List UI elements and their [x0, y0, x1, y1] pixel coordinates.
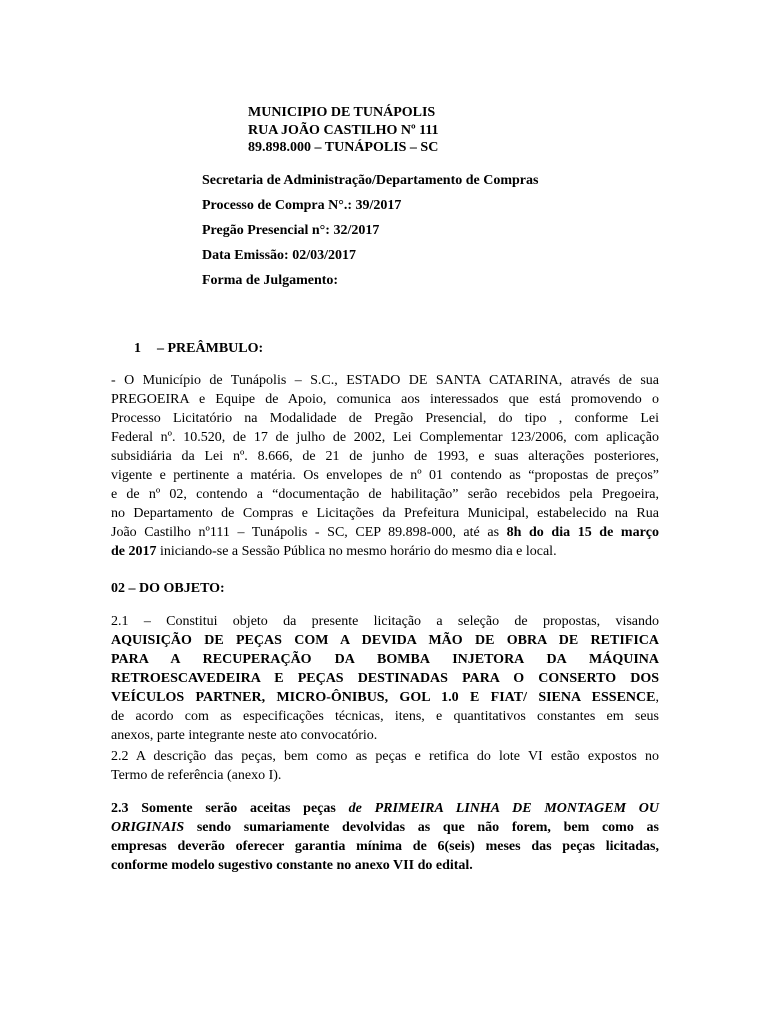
text-line [111, 523, 659, 542]
municipality-zip-city: 89.898.000 – TUNÁPOLIS – SC [248, 140, 439, 155]
data-emissao-line: Data Emissão: 02/03/2017 [202, 248, 356, 263]
text-line: PREGOEIRA e Equipe de Apoio, comunica aos interessados que está promovendo o [111, 392, 659, 407]
section-1-number: 1 [134, 341, 141, 356]
text-line: de acordo com as especificações técnicas, itens, e quantitativos constantes em seus [111, 709, 659, 724]
text-line: vigente e pertinente a matéria. Os envelopes de nº 01 contendo as “propostas de preços” [111, 468, 659, 483]
text-line: - O Município de Tunápolis – S.C., ESTADO DE SANTA CATARINA, através de sua [111, 373, 659, 388]
text-run: , [655, 690, 659, 705]
object-line [111, 688, 659, 707]
clause-2-2 [111, 747, 659, 785]
clause-2-1 [111, 612, 659, 745]
pregao-line: Pregão Presencial n°: 32/2017 [202, 223, 380, 238]
object-line: RETROESCAVEDEIRA E PEÇAS DESTINADAS PARA O CONSERTO DOS [111, 671, 659, 686]
text-line: subsidiária da Lei nº. 8.666, de 21 de junho de 1993, e suas alterações posteriores, [111, 449, 659, 464]
text-line: conforme modelo sugestivo constante no anexo VII do edital. [111, 858, 473, 873]
forma-julgamento-line: Forma de Julgamento: [202, 273, 339, 288]
text-line [111, 542, 659, 561]
text-line: 2.1 – Constitui objeto da presente licitação a seleção de propostas, visando [111, 614, 659, 629]
text-line: e de nº 02, contendo a “documentação de habilitação” serão recebidos pela Pregoeira, [111, 487, 659, 502]
text-line [111, 799, 659, 818]
text-run: João Castilho nº111 – Tunápolis - SC, CEP 89.898-000, até as [111, 525, 507, 540]
processo-line: Processo de Compra N°.: 39/2017 [202, 198, 402, 213]
text-line: empresas deverão oferecer garantia mínima de 6(seis) meses das peças licitadas, [111, 839, 659, 854]
text-line [111, 818, 659, 837]
date-highlight: 8h do dia 15 de março [506, 525, 659, 540]
section-2-title: 02 – DO OBJETO: [111, 581, 225, 596]
text-line: 2.2 A descrição das peças, bem como as peças e retifica do lote VI estão expostos no [111, 749, 659, 764]
section-1-title: – PREÂMBULO: [157, 341, 264, 356]
text-run: 2.3 Somente serão aceitas peças [111, 801, 349, 816]
emphasis-text: ORIGINAIS [111, 820, 185, 835]
text-line: no Departamento de Compras e Licitações da Prefeitura Municipal, estabelecido na Rua [111, 506, 659, 521]
secretaria-line: Secretaria de Administração/Departamento de Compras [202, 173, 539, 188]
clause-2-3 [111, 799, 659, 875]
date-highlight: de 2017 [111, 544, 157, 559]
text-line: anexos, parte integrante neste ato convocatório. [111, 728, 378, 743]
text-line: Processo Licitatório na Modalidade de Pregão Presencial, do tipo , conforme Lei [111, 411, 659, 426]
object-text: VEÍCULOS PARTNER, MICRO-ÔNIBUS, GOL 1.0 E FIAT/ SIENA ESSENCE [111, 690, 656, 705]
text-run: iniciando-se a Sessão Pública no mesmo horário do mesmo dia e local. [156, 544, 557, 559]
object-line: PARA A RECUPERAÇÃO DA BOMBA INJETORA DA MÁQUINA [111, 652, 659, 667]
text-run: sendo sumariamente devolvidas as que não forem, bem como as [184, 820, 659, 835]
municipality-name: MUNICIPIO DE TUNÁPOLIS [248, 105, 436, 120]
object-line: AQUISIÇÃO DE PEÇAS COM A DEVIDA MÃO DE OBRA DE RETIFICA [111, 633, 659, 648]
emphasis-text: de PRIMEIRA LINHA DE MONTAGEM OU [348, 801, 659, 816]
municipality-address: RUA JOÃO CASTILHO Nº 111 [248, 123, 439, 138]
text-line: Termo de referência (anexo I). [111, 768, 282, 783]
preambulo-paragraph [111, 371, 659, 561]
text-line: Federal nº. 10.520, de 17 de julho de 2002, Lei Complementar 123/2006, com aplicação [111, 430, 659, 445]
